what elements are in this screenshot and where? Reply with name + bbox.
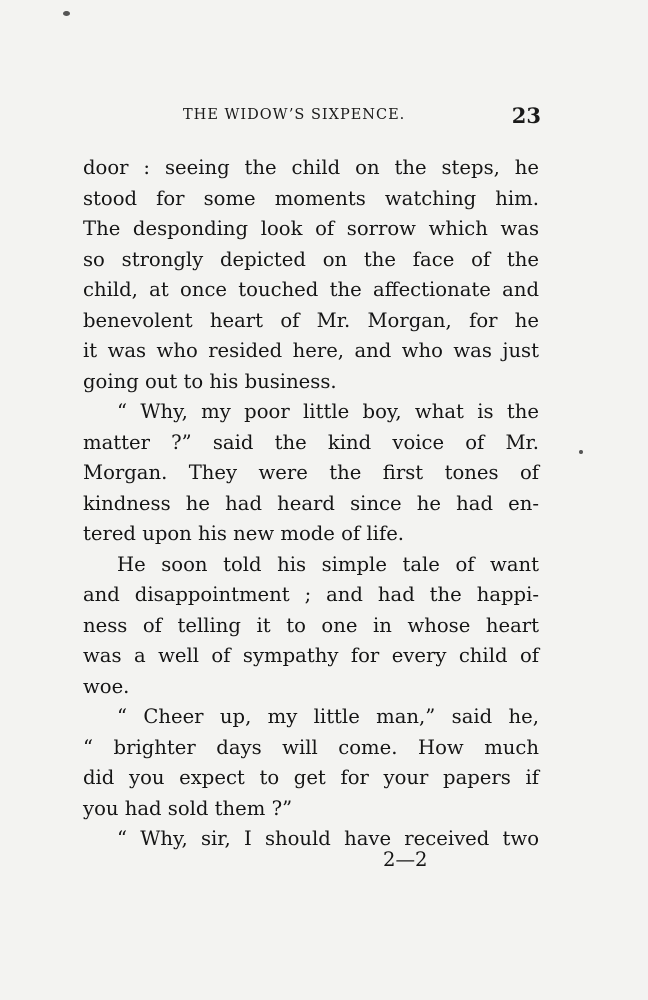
text-line: you had sold them ?” [83, 796, 293, 820]
ink-speck [579, 450, 583, 454]
page-number: 23 [511, 103, 541, 128]
running-head: THE WIDOW’S SIXPENCE. [183, 107, 406, 123]
signature-mark: 2—2 [383, 848, 428, 871]
text-line: Morgan. They were the first tones of [83, 461, 539, 484]
text-line: matter ?” said the kind voice of Mr. [83, 430, 539, 454]
text-line: “ Why, my poor little boy, what is the [117, 400, 539, 423]
text-line: so strongly depicted on the face of the [83, 247, 539, 271]
text-line: “ Why, sir, I should have received two [117, 827, 539, 850]
text-line: stood for some moments watching him. [83, 186, 539, 210]
text-line: tered upon his new mode of life. [83, 522, 405, 545]
text-line: ness of telling it to one in whose heart [83, 613, 539, 637]
text-line: kindness he had heard since he had en- [83, 491, 539, 515]
text-line: The desponding look of sorrow which was [83, 217, 539, 240]
text-line: “ brighter days will come. How much [83, 735, 539, 759]
text-line: going out to his business. [83, 369, 337, 393]
text-line: benevolent heart of Mr. Morgan, for he [83, 308, 539, 332]
text-line: child, at once touched the affectionate and [83, 278, 539, 301]
text-line: did you expect to get for your papers if [83, 766, 539, 789]
body-text [83, 153, 539, 855]
text-line: woe. [83, 674, 130, 698]
text-line: it was who resided here, and who was just [83, 339, 539, 362]
ink-speck [63, 11, 70, 16]
text-line: and disappointment ; and had the happi- [83, 583, 539, 606]
page-header [83, 103, 541, 133]
text-line: He soon told his simple tale of want [117, 552, 539, 576]
text-line: door : seeing the child on the steps, he [83, 156, 539, 179]
text-line: was a well of sympathy for every child of [83, 644, 539, 667]
text-line: “ Cheer up, my little man,” said he, [117, 705, 539, 728]
